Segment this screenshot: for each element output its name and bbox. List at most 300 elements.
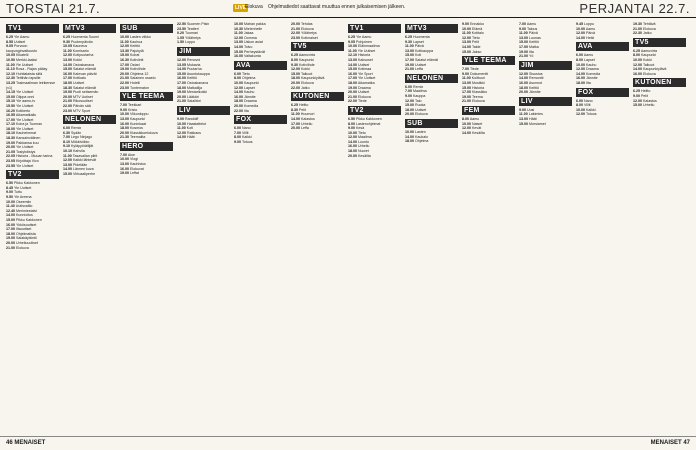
program-title: Urheilu — [643, 103, 655, 108]
program-time: 10.00 — [177, 121, 186, 126]
listing-column — [348, 22, 401, 432]
program-time: 17.00 — [348, 76, 357, 81]
program-time: 19.00 — [6, 236, 15, 241]
program-title: Kaupunkiylävä — [643, 67, 667, 72]
program-title: Kahvila — [73, 149, 85, 154]
program-time: 12.10 — [6, 71, 15, 76]
program-time: 20.00 — [6, 240, 15, 245]
program-time: 18.00 — [6, 231, 15, 236]
program-title: Pikku Kakkonen — [14, 181, 40, 186]
program-time: 7.00 — [120, 152, 127, 157]
program-title: Musiikki — [472, 80, 485, 85]
program-time: 20.00 — [291, 126, 300, 131]
program-title: Aamu — [526, 22, 537, 26]
program-time: 9.00 — [348, 126, 355, 131]
program-title: Kotikerto — [16, 108, 31, 113]
program-title: Kevät — [472, 126, 482, 131]
program-time: 16.00 — [120, 121, 129, 126]
program-entry — [6, 44, 59, 53]
program-entry — [405, 67, 458, 72]
program-time: 12.00 — [633, 98, 642, 103]
program-time: 22.30 — [633, 31, 642, 36]
listing-column — [234, 22, 287, 432]
program-title: Tuomari — [184, 31, 198, 36]
program-time: 12.00 — [576, 112, 585, 117]
program-title: Pikku Kakkonen — [356, 116, 382, 121]
program-time: 13.05 — [177, 62, 186, 67]
program-time: 22.00 — [234, 108, 243, 113]
program-time: 23.55 — [6, 163, 15, 168]
program-time: 8.00 — [576, 57, 583, 62]
program-title: Kokki — [643, 57, 652, 62]
program-entry — [120, 86, 173, 91]
program-time: 21.00 — [462, 99, 471, 104]
program-entry — [234, 54, 287, 59]
program-title: Yle Uutiset — [13, 185, 32, 190]
program-time: 13.00 — [462, 80, 471, 85]
program-time: 20.00 — [6, 145, 15, 150]
program-time: 21.00 — [405, 67, 414, 72]
program-title: Teekkari — [127, 103, 142, 108]
program-title: Kotiviinit — [130, 57, 144, 62]
program-title: Huhtialaista siitä — [16, 71, 43, 76]
program-time: 15.00 — [462, 85, 471, 90]
program-time: 7.00 — [63, 135, 70, 140]
program-time: 8.00 — [462, 116, 469, 121]
program-title: Jakaa — [243, 31, 254, 36]
program-title: Draama — [358, 85, 371, 90]
program-time: 17.00 — [177, 80, 186, 85]
program-title: Kaikki — [242, 135, 252, 140]
program-title: Uskon asiat — [244, 40, 263, 45]
program-title: Aamu — [469, 116, 480, 121]
program-time: 9.50 — [6, 195, 13, 199]
program-title: Nuoret — [358, 149, 369, 154]
program-title: Elokuva — [415, 112, 428, 117]
program-time: 15.00 — [6, 94, 15, 99]
program-title: Teemailta — [129, 135, 146, 140]
program-time: 18.00 — [405, 107, 414, 112]
program-time: 10.50 — [6, 57, 15, 62]
program-title: Nano — [242, 126, 251, 131]
program-title: Urheiluuutiset — [16, 240, 38, 245]
program-time: 21.00 — [519, 54, 528, 59]
program-title: Komisario — [72, 48, 89, 53]
program-time: 6.00 — [234, 71, 241, 76]
program-title: Elokuva — [358, 94, 371, 99]
program-title: Kotiviihde — [299, 62, 315, 67]
program-title: Pelit — [641, 93, 648, 98]
program-time: 14.00 — [63, 167, 72, 172]
program-time: 18.00 — [348, 80, 357, 85]
program-title: Rikosuutiset — [73, 99, 93, 104]
program-time: 12.00 — [519, 71, 528, 76]
channel-header: AVA — [234, 61, 287, 70]
program-time: 13.00 — [234, 40, 243, 45]
program-time: 11.00 — [462, 31, 471, 36]
program-time: 14.00 — [348, 62, 357, 67]
program-title: Pakkansa kuu — [16, 140, 39, 145]
program-entry — [519, 54, 572, 59]
program-time: 14.15 — [6, 90, 15, 95]
program-title: Yölähetys — [300, 31, 317, 36]
program-title: Salatut elämät — [73, 85, 96, 90]
program-title: Kesäilta — [472, 130, 485, 135]
program-time: 6.25 — [633, 48, 640, 53]
program-title: Tehdas — [300, 22, 313, 26]
channel-header: NELONEN — [63, 115, 116, 124]
program-title: Tuntematon — [129, 85, 149, 90]
program-time: 6.25 — [63, 35, 70, 39]
program-title: Uusi — [527, 107, 535, 112]
program-title: Morsiamet — [529, 121, 546, 126]
program-time: 8.55 — [6, 39, 13, 44]
program-time: 9.00 — [405, 93, 412, 98]
program-title: Pidetään — [73, 162, 88, 167]
program-title: Perheystävät — [244, 49, 265, 54]
program-time: 14.00 — [234, 90, 243, 95]
program-time: 17.00 — [291, 121, 300, 126]
program-title: Hotelli — [130, 80, 140, 85]
program-time: 14.00 — [405, 134, 414, 139]
program-time: 0.20 — [177, 31, 184, 36]
program-time: 21.05 — [6, 149, 15, 154]
program-time: 20.00 — [519, 90, 528, 95]
program-time: 1.05 — [177, 35, 184, 40]
program-time: 12.00 — [63, 53, 72, 58]
listing-column — [633, 22, 686, 432]
program-time: 11.00 — [405, 44, 414, 49]
program-entry — [234, 140, 287, 145]
program-time: 14.00 — [234, 44, 243, 49]
program-entry — [6, 164, 59, 169]
program-time: 16.00 — [234, 54, 243, 59]
program-time: 15.00 — [348, 67, 357, 72]
program-time: 19.00 — [6, 140, 15, 145]
program-time: 9.10 — [63, 144, 70, 149]
program-title: Klassikkoelokuva — [130, 130, 158, 135]
program-title: Lapset — [244, 85, 255, 90]
channel-header: AVA — [576, 42, 629, 51]
program-time: 10.00 — [462, 26, 471, 31]
channel-header: YLE TEEMA — [462, 56, 515, 65]
program-time: 22.00 — [120, 80, 129, 85]
program-entry — [576, 36, 629, 41]
program-time: 9.05 — [6, 44, 13, 49]
program-time: 9.00 — [519, 107, 526, 112]
program-time: 7.00 — [462, 67, 469, 72]
program-time: 9.30 — [291, 62, 298, 67]
program-time: 16.00 — [6, 222, 15, 227]
program-title: Ohjelma 12 — [130, 71, 149, 76]
program-time: 15.00 — [234, 49, 243, 54]
program-title: Yle Uutiset — [15, 145, 34, 150]
program-title: Asuntokauppa — [186, 71, 210, 76]
program-title: Ohjelma — [242, 76, 256, 81]
program-title: Remontti — [529, 76, 544, 81]
program-time: 15.00 — [63, 172, 72, 177]
program-title: Aikamatkailu — [15, 113, 37, 118]
program-title: Päivä — [414, 44, 424, 49]
program-title: Mukavia — [187, 62, 201, 67]
program-time: 22.05 — [6, 154, 15, 159]
program-time: 20.00 — [348, 90, 357, 95]
program-time: 20.00 — [120, 130, 129, 135]
program-time: 16.30 — [120, 57, 129, 62]
listing-column — [519, 22, 572, 432]
program-time: 17.10 — [6, 122, 15, 127]
program-title: Keittiö — [529, 40, 539, 45]
program-time: 12.00 — [348, 135, 357, 140]
program-title: Kotipuutarha — [73, 53, 94, 58]
program-time: 6.00 — [576, 53, 583, 58]
program-title: Jännite — [586, 76, 598, 81]
channel-header: MTV3 — [63, 24, 116, 33]
program-title: Kaupunki — [641, 53, 656, 58]
program-title: Mökkiviikko — [71, 139, 90, 144]
program-time: 18.10 — [6, 131, 15, 136]
channel-header: LIV — [519, 97, 572, 106]
program-time: 14.00 — [519, 76, 528, 81]
channel-header: LIV — [177, 106, 230, 115]
program-title: Kikatelii — [16, 53, 29, 58]
program-time: 20.00 — [63, 94, 72, 99]
program-title: Draama — [244, 99, 257, 104]
program-time: 18.00 — [405, 139, 414, 144]
program-title: Teema — [471, 94, 483, 99]
program-time: 13.00 — [519, 116, 528, 121]
program-time: 19.00 — [177, 90, 186, 95]
program-title: Loppu — [584, 22, 594, 26]
program-time: 10.00 — [120, 35, 129, 39]
program-title: Ostoskanava — [187, 80, 208, 85]
program-time: 18.00 — [120, 126, 129, 131]
program-time: 17.00 — [405, 57, 414, 62]
program-time: 12.00 — [576, 67, 585, 72]
program-title: Tieto — [471, 35, 480, 40]
program-title: Kaupunki — [130, 116, 145, 121]
program-title: Kotiviihde — [130, 67, 146, 72]
program-title: Päivän sää — [73, 103, 91, 108]
program-time: 7.00 — [405, 89, 412, 94]
program-title: Kaksoset — [358, 57, 373, 62]
program-time: 19.00 — [462, 94, 471, 99]
program-title: Häät — [187, 135, 195, 140]
program-title: Totuus — [241, 139, 253, 144]
program-time: 15.10 — [6, 99, 15, 104]
program-time: 21.00 — [63, 99, 72, 104]
program-title: Matkailija — [187, 85, 202, 90]
channel-header: SUB — [405, 119, 458, 128]
program-title: Yle Uutiset — [15, 117, 34, 122]
program-time: 13.30 — [120, 48, 129, 53]
program-title: Kotikatu — [73, 76, 86, 81]
program-time: 11.00 — [63, 153, 72, 158]
program-title: Tuttu — [13, 190, 22, 195]
program-time: 15.00 — [6, 217, 15, 222]
program-title: Randolff — [185, 116, 199, 121]
program-title: Kristo — [128, 107, 138, 112]
program-time: 20.00 — [177, 94, 186, 99]
program-time: 17.00 — [519, 44, 528, 49]
program-time: 12.00 — [63, 158, 72, 163]
program-time: 11.00 — [6, 62, 15, 67]
program-entry — [576, 81, 629, 86]
program-time: 14.00 — [177, 135, 186, 140]
program-time: 15.00 — [120, 53, 129, 58]
program-title: Haastattelut — [187, 121, 207, 126]
program-entry — [120, 135, 173, 140]
program-time: 6.00 — [234, 126, 241, 131]
program-time: 22.00 — [291, 85, 300, 90]
program-time: 12.00 — [234, 35, 243, 40]
program-title: Kauhua — [129, 39, 143, 44]
program-time: 19.00 — [519, 49, 528, 54]
program-time: 10.00 — [6, 199, 15, 204]
program-title: Kaupunki — [299, 57, 314, 62]
header-tagline: Ohjelmatiedot saattavat muuttua ennen julkaisemisen jälkeen. — [268, 4, 406, 10]
program-time: 11.00 — [63, 48, 72, 53]
program-title: Tettihän lapsille — [15, 76, 41, 81]
program-title: Salatut elämät — [415, 57, 438, 62]
program-entry — [576, 112, 629, 117]
program-entry — [63, 172, 116, 177]
program-time: 19.00 — [405, 62, 414, 67]
logo-badge: LIVE — [235, 5, 247, 11]
program-time: 13.00 — [519, 35, 528, 40]
channel-header: SUB — [120, 24, 173, 33]
program-time: 16.00 — [348, 144, 357, 149]
program-time: 20.00 — [120, 71, 129, 76]
program-title: Lasten viikko — [130, 35, 151, 39]
program-time: 15.00 — [462, 49, 471, 54]
program-title: Lounas — [529, 35, 541, 40]
program-time: 6.25 — [6, 35, 13, 39]
program-time: 10.10 — [63, 149, 72, 154]
program-time: 13.00 — [120, 116, 129, 121]
program-title: Remix — [413, 84, 424, 89]
program-time: 18.00 — [6, 126, 15, 131]
program-time: 14.00 — [462, 130, 471, 135]
program-time: 21.00 — [6, 245, 15, 250]
program-time: 13.00 — [348, 57, 357, 62]
program-time: 6.50 — [348, 116, 355, 121]
program-title: Päivä — [528, 31, 538, 36]
channel-header: HERO — [120, 142, 173, 151]
program-time: 16.00 — [63, 71, 72, 76]
program-title: Pelit — [472, 40, 479, 45]
program-time: 9.30 — [405, 39, 412, 44]
program-time: 6.00 — [576, 98, 583, 103]
program-time: 6.00 — [405, 84, 412, 89]
program-title: Koti — [415, 53, 422, 58]
program-entry — [633, 31, 686, 36]
listing-column — [6, 22, 59, 432]
program-title: Koira ja Tuomas — [16, 122, 42, 127]
program-title: MTV Uutiset — [73, 94, 93, 99]
program-title: Aamu — [585, 26, 596, 31]
program-time: 7.00 — [120, 103, 127, 108]
program-title: Kaukalo — [415, 134, 428, 139]
program-title: Porvoon kaupunginvaltuusto — [6, 44, 37, 53]
listing-column — [291, 22, 344, 432]
program-title: Lännen kuva — [73, 167, 94, 172]
listing-column — [462, 22, 515, 432]
listing-column — [576, 22, 629, 432]
program-title: Lakimies — [528, 112, 543, 117]
program-time: 10.00 — [234, 80, 243, 85]
program-time: 13.00 — [120, 162, 129, 167]
channel-header: TV1 — [348, 24, 401, 33]
program-title: Yle aamu-tv — [15, 99, 36, 104]
program-time: 6.25 — [348, 35, 355, 39]
program-time: 14.00 — [291, 116, 300, 121]
program-time: 16.00 — [633, 71, 642, 76]
program-title: Sydän — [71, 130, 82, 135]
program-title: Kauneus — [73, 44, 88, 49]
program-time: 23.00 — [120, 85, 129, 90]
program-title: Mahan pakka — [244, 22, 266, 26]
program-title: Uutiset — [14, 39, 26, 44]
program-time: 18.00 — [576, 80, 585, 85]
program-title: Kauppa — [413, 93, 426, 98]
program-time: 12.00 — [462, 35, 471, 40]
program-time: 12.40 — [6, 208, 15, 213]
program-time: 13.00 — [63, 162, 72, 167]
logo-label: Elokuva — [245, 4, 263, 10]
program-title: Remix — [71, 126, 82, 131]
program-time: 10.00 — [234, 22, 243, 26]
program-title: Yle Aamu — [13, 35, 30, 39]
program-title: Yle Uutiset — [15, 126, 34, 131]
program-time: 11.00 — [519, 112, 528, 117]
program-title: Talkoot — [642, 62, 655, 67]
program-time: 15.00 — [405, 53, 414, 58]
program-time: 10.30 — [234, 26, 243, 31]
program-title: Elämä — [472, 26, 483, 31]
left-day-title: TORSTAI 21.7. — [6, 1, 101, 16]
program-entry — [177, 99, 230, 104]
program-time: 12.00 — [405, 98, 414, 103]
program-time: 22.00 — [348, 99, 357, 104]
program-title: Ykkösuutiset — [15, 222, 37, 227]
program-title: Yle Aamu — [355, 35, 372, 39]
channel-header: FOX — [576, 88, 629, 97]
program-title: Mestarikokki — [187, 90, 207, 95]
program-time: 22.00 — [291, 31, 300, 36]
program-time: 23.50 — [177, 26, 186, 31]
program-time: 11.00 — [177, 126, 186, 131]
program-title: Salakäytäntö — [16, 236, 37, 241]
program-time: 21.00 — [633, 26, 642, 31]
program-title: Ilta — [244, 108, 249, 113]
program-title: Klassikko — [472, 90, 488, 95]
program-time: 18.30 — [6, 136, 15, 141]
program-title: Tieto — [357, 130, 366, 135]
program-title: Kulttuuri — [471, 76, 485, 81]
channel-header: TV1 — [6, 24, 59, 33]
channel-header: TV5 — [291, 42, 344, 51]
program-time: 9.00 — [519, 26, 526, 31]
program-title: Teatteri — [186, 26, 199, 31]
program-title: Virtuaaliperhe — [73, 172, 96, 177]
program-time: 16.00 — [177, 76, 186, 81]
program-entry — [519, 122, 572, 127]
program-time: 12.00 — [234, 85, 243, 90]
program-entry — [6, 246, 59, 251]
program-title: Salaliitot — [187, 99, 201, 104]
program-time: 8.00 — [291, 57, 298, 62]
